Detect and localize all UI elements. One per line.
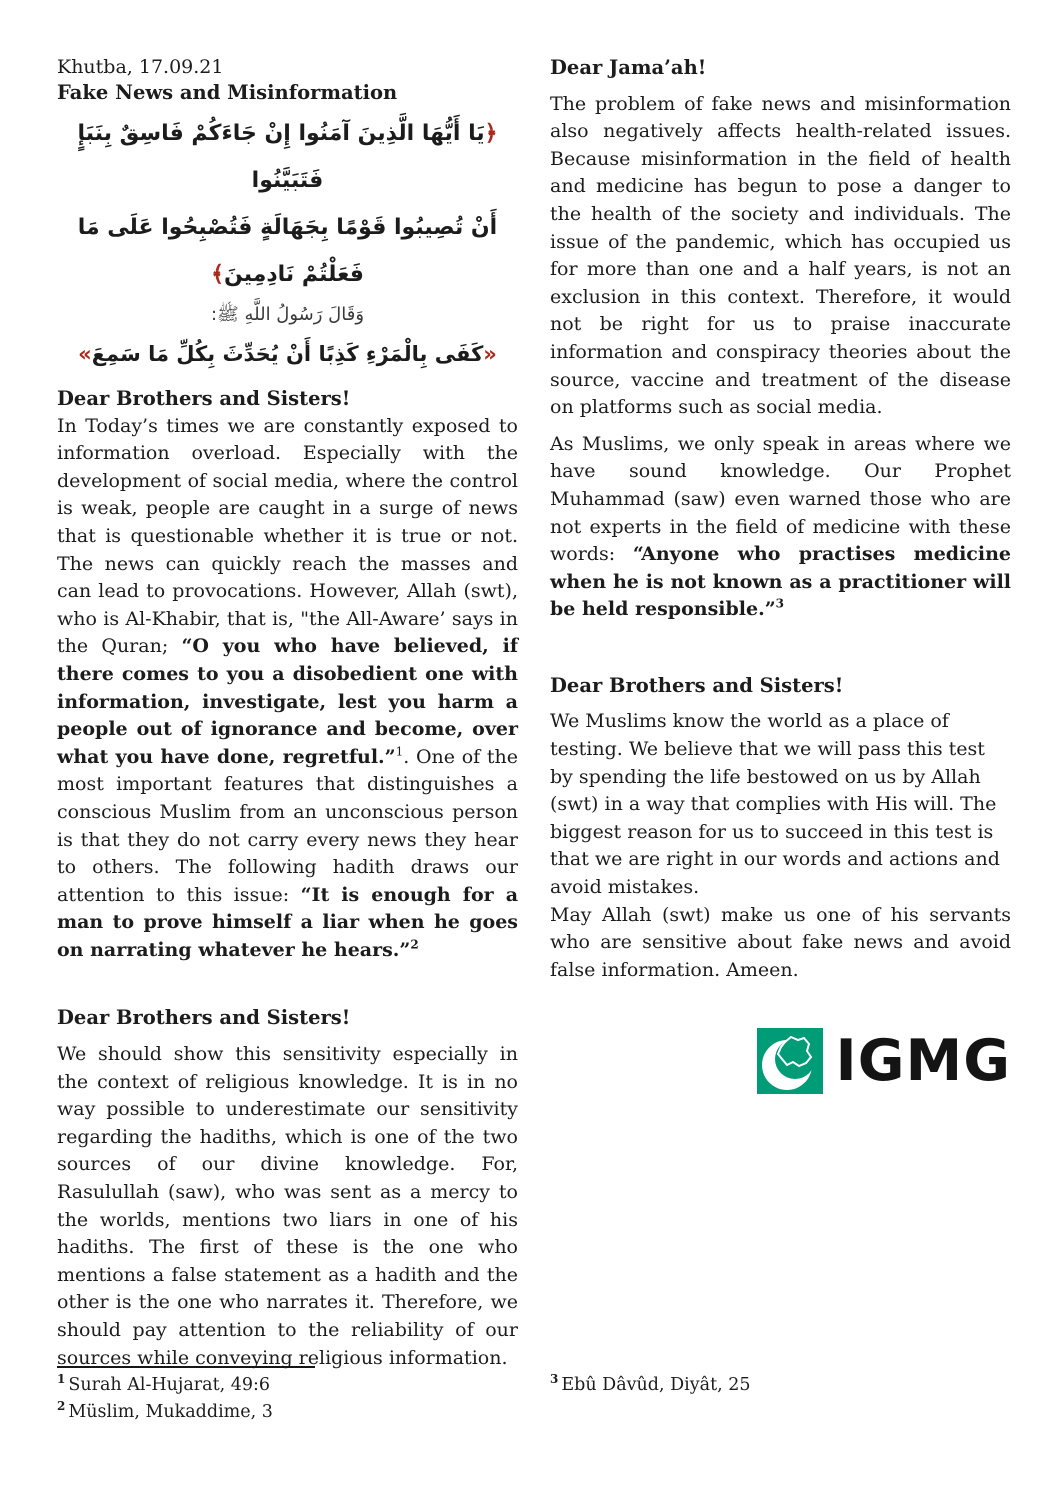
hadith-quote-english: “It is enough for a man to prove himself a liar when he goes on narrating whatever he hears.”: [57, 883, 519, 961]
paragraph-sound-knowledge: As Muslims, we only speak in areas where we have sound knowledge. Our Prophet Muhammad (saw) even warned those who are not experts in the field of medicine with these words: “Anyone who practises medicine when he is not known as a practitioner will be held responsible.”$^3$: [550, 432, 1011, 621]
paragraph-information-overload: In Today’s times we are constantly exposed to information overload. Especially with the development of social media, where the control is weak, people are caught in a surge of news that is questionable whether it is true or not. The news can quickly reach the masses and can lead to provocations. However, Allah (swt), who is Al-Khabir, that is, "the All-Aware’ says in the Quran; “O you who have believed, if there comes to you a disobedient one with information, investigate, lest you harm a people out of ignorance and become, over what you have done, regretful.”$^1$. One of the most important features that distinguishes a conscious Muslim from an unconscious person is that they do not carry every news they hear to others. The following hadith draws our attention to this issue: “It is enough for a man to prove himself a liar when he goes on narrating whatever he hears.”$^2$: [57, 414, 519, 961]
ornate-bracket-close: ﴾: [211, 262, 224, 287]
guillemet-close: »: [78, 342, 92, 366]
quran-quote-english: “O you who have believed, if there comes to you a disobedient one with information, investigate, lest you harm a people out of ignorance and become, over what you have done, regretful.”: [57, 635, 518, 768]
paragraph-health-misinformation: The problem of fake news and misinformation also negatively affects health-related issues. Because misinformation in the field of health and medicine has begun to pose a danger to the health of the society and individuals. The issue of the pandemic, which has occupied us for more than one and a half years, is not an exclusion in this context. Therefore, it would not be right for us to praise inaccurate information and conspiracy theories about the source, vaccine and treatment of the disease on platforms such as social media.: [550, 92, 1011, 419]
footnote-separator-rule: [57, 1366, 315, 1368]
kicker-date: Khutba, 17.09.21: [57, 56, 224, 78]
left-column: [57, 54, 518, 1372]
footnote-1-marker: 1: [57, 1372, 66, 1387]
ornate-bracket-open: ﴿: [484, 121, 498, 146]
footnote-ref-1: 1: [395, 744, 404, 759]
footnote-1-text: Surah Al-Hujarat, 49:6: [68, 1375, 271, 1395]
footnote-2-marker: 2: [57, 1399, 66, 1414]
medicine-hadith-quote: “Anyone who practises medicine when he is not known as a practitioner will be held responsible.”: [550, 543, 1011, 621]
footnotes-left: [57, 1372, 273, 1426]
paragraph-dua-ameen: May Allah (swt) make us one of his servants who are sensitive about fake news and avoid false information. Ameen.: [550, 903, 1011, 981]
paragraph-world-as-testing: We Muslims know the world as a place of testing. We believe that we will pass this test by spending the life bestowed on us by Allah (swt) in a way that complies with His will. The biggest reason for us to succeed in this test is that we are right in our words and actions and avoid mistakes.: [550, 710, 1000, 899]
guillemet-open: «: [483, 342, 497, 366]
section-heading-brothers-sisters-2: Dear Brothers and Sisters!: [57, 1006, 351, 1030]
igmg-logo-text: IGMG: [835, 1028, 1011, 1095]
right-column: [550, 54, 1011, 1372]
footnote-3: [550, 1372, 751, 1399]
footnote-ref-3: 3: [775, 596, 784, 611]
footnote-3-marker: 3: [550, 1372, 559, 1387]
footnote-2-text: Müslim, Mukaddime, 3: [68, 1402, 273, 1422]
footnote-2: [57, 1399, 273, 1426]
section-heading-brothers-sisters-3: Dear Brothers and Sisters!: [550, 673, 844, 697]
footnote-1: [57, 1372, 273, 1399]
two-column-layout: [57, 54, 1011, 1372]
arabic-quotation-block: [57, 110, 518, 376]
quran-verse-arabic-line-2: أَنْ تُصِيبُوا قَوْمًا بِجَهَالَةٍ فَتُصْبِحُوا عَلَى مَا فَعَلْتُمْ نَادِمِينَ﴾: [77, 215, 498, 287]
igmg-logo: [550, 1028, 1011, 1094]
document-title: Fake News and Misinformation: [57, 81, 398, 104]
section-heading-jamaah: Dear Jama’ah!: [550, 56, 707, 79]
section-heading-brothers-sisters-1: Dear Brothers and Sisters!: [57, 387, 351, 410]
hadith-intro-arabic: وَقَالَ رَسُولُ اللَّهِ ﷺ:: [210, 304, 365, 325]
footnote-ref-2: 2: [410, 937, 419, 952]
quran-verse-arabic-line-1: ﴿يَا أَيُّهَا الَّذِينَ آمَنُوا إِنْ جَاءَكُمْ فَاسِقٌ بِنَبَإٍ فَتَبَيَّنُوا: [77, 121, 498, 193]
paragraph-religious-knowledge: We should show this sensitivity especially in the context of religious knowledge. It is in no way possible to underestimate our sensitivity regarding the hadiths, which is one of the two sources of our divine knowledge. For, Rasulullah (saw), who was sent as a mercy to the worlds, mentions two liars in one of his hadiths. The first of these is the one who mentions a false statement as a hadith and the other is the one who narrates it. Therefore, we should pay attention to the reliability of our sources while conveying religious information.: [57, 1043, 518, 1369]
igmg-crescent-icon: [757, 1028, 823, 1094]
footnote-3-text: Ebû Dâvûd, Diyât, 25: [561, 1375, 751, 1395]
hadith-arabic: «كَفَى بِالْمَرْءِ كَذِبًا أَنْ يُحَدِّثَ بِكُلِّ مَا سَمِعَ»: [78, 342, 497, 366]
footnotes-right: [550, 1372, 751, 1399]
